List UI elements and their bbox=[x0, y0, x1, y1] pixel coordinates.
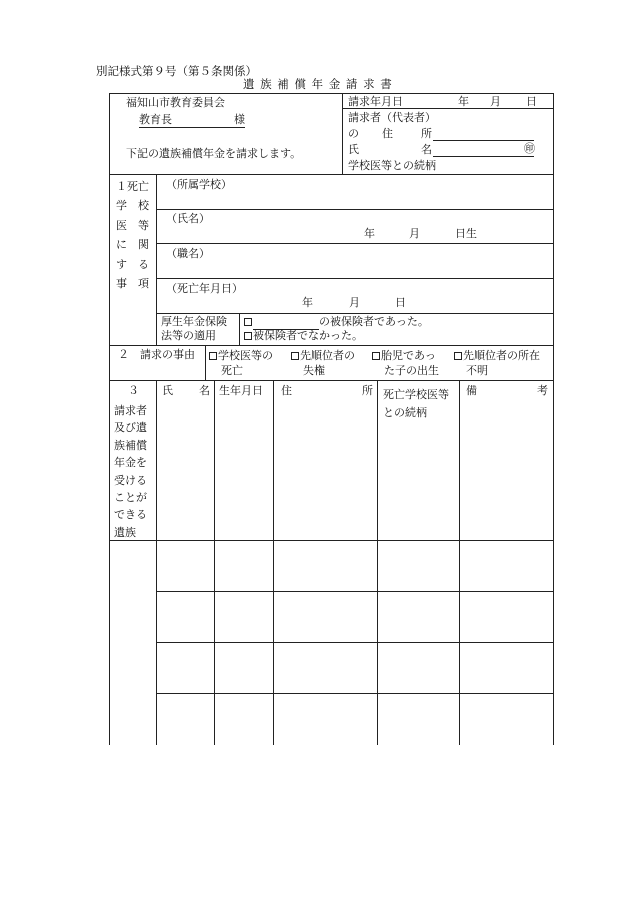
reason-forfeiture[interactable]: 先順位者の 失権 bbox=[291, 348, 355, 378]
pension-label: 厚生年金保険 法等の適用 bbox=[161, 315, 227, 342]
birth-day: 日生 bbox=[455, 227, 477, 240]
reason-death[interactable]: 学校医等の 死亡 bbox=[209, 348, 273, 378]
col-remarks-a: 備 bbox=[466, 384, 477, 397]
name-label-a: 氏 bbox=[348, 143, 359, 156]
addressee-honorific: 様 bbox=[234, 113, 245, 126]
pension-option-insured[interactable]: の被保険者であった。 bbox=[244, 315, 429, 330]
request-date-label: 請求年月日 bbox=[348, 95, 403, 108]
address-underline bbox=[433, 140, 534, 141]
checkbox-reason-forfeiture[interactable] bbox=[291, 352, 299, 360]
claimant-label: 請求者（代表者） bbox=[348, 111, 436, 124]
col-birth: 生年月日 bbox=[219, 384, 263, 397]
death-date-label: （死亡年月日） bbox=[166, 282, 243, 295]
request-sentence: 下記の遺族補償年金を請求します。 bbox=[126, 147, 302, 160]
form-number: 別記様式第９号（第５条関係） bbox=[96, 64, 257, 78]
seal-mark: ㊞ bbox=[524, 142, 535, 155]
addressee-title: 教育長 bbox=[139, 113, 172, 126]
name-underline bbox=[433, 156, 534, 157]
checkbox-not-insured[interactable] bbox=[244, 332, 252, 340]
col-address-b: 所 bbox=[362, 384, 373, 397]
request-year: 年 bbox=[458, 95, 469, 108]
death-day: 日 bbox=[395, 296, 406, 309]
col-address-a: 住 bbox=[281, 384, 292, 397]
col-remarks-b: 考 bbox=[537, 384, 548, 397]
section1-side-label: １死亡 学 校 医 等 に 関 す る 事 項 bbox=[116, 180, 149, 291]
address-label-c: 所 bbox=[421, 127, 432, 140]
death-month: 月 bbox=[349, 296, 360, 309]
insurance-type-blank[interactable] bbox=[253, 317, 319, 330]
school-label: （所属学校） bbox=[166, 178, 232, 191]
pension-option-not-insured[interactable]: 被保険者でなかった。 bbox=[244, 329, 363, 344]
section3-side-label: 請求者 及び遺 族補償 年金を 受ける ことが できる 遺族 bbox=[114, 404, 147, 539]
name-label-b: 名 bbox=[421, 143, 432, 156]
request-day: 日 bbox=[526, 95, 537, 108]
addressee-line bbox=[139, 113, 245, 128]
section2-label: ２ 請求の事由 bbox=[118, 348, 195, 361]
checkbox-reason-birth[interactable] bbox=[372, 352, 380, 360]
checkbox-reason-death[interactable] bbox=[209, 352, 217, 360]
deceased-name-label: （氏名） bbox=[166, 212, 210, 225]
checkbox-reason-missing[interactable] bbox=[454, 352, 462, 360]
position-label: （職名） bbox=[166, 247, 210, 260]
birth-month: 月 bbox=[409, 227, 420, 240]
death-year: 年 bbox=[302, 296, 313, 309]
reason-birth[interactable]: 胎児であっ た子の出生 bbox=[372, 348, 439, 378]
addressee-org: 福知山市教育委員会 bbox=[126, 96, 225, 109]
form-title: 遺 族 補 償 年 金 請 求 書 bbox=[243, 77, 393, 91]
relationship-label: 学校医等との続柄 bbox=[348, 159, 436, 172]
address-label-a: の bbox=[348, 127, 359, 140]
reason-missing[interactable]: 先順位者の所在 不明 bbox=[454, 348, 540, 378]
address-label-b: 住 bbox=[382, 127, 393, 140]
col-name-b: 名 bbox=[199, 384, 210, 397]
col-relation: 死亡学校医等 との続柄 bbox=[383, 388, 449, 419]
checkbox-insured[interactable] bbox=[244, 318, 252, 326]
birth-year: 年 bbox=[364, 227, 375, 240]
request-month: 月 bbox=[490, 95, 501, 108]
col-name-a: 氏 bbox=[162, 384, 173, 397]
section3-number: ３ bbox=[128, 384, 139, 397]
